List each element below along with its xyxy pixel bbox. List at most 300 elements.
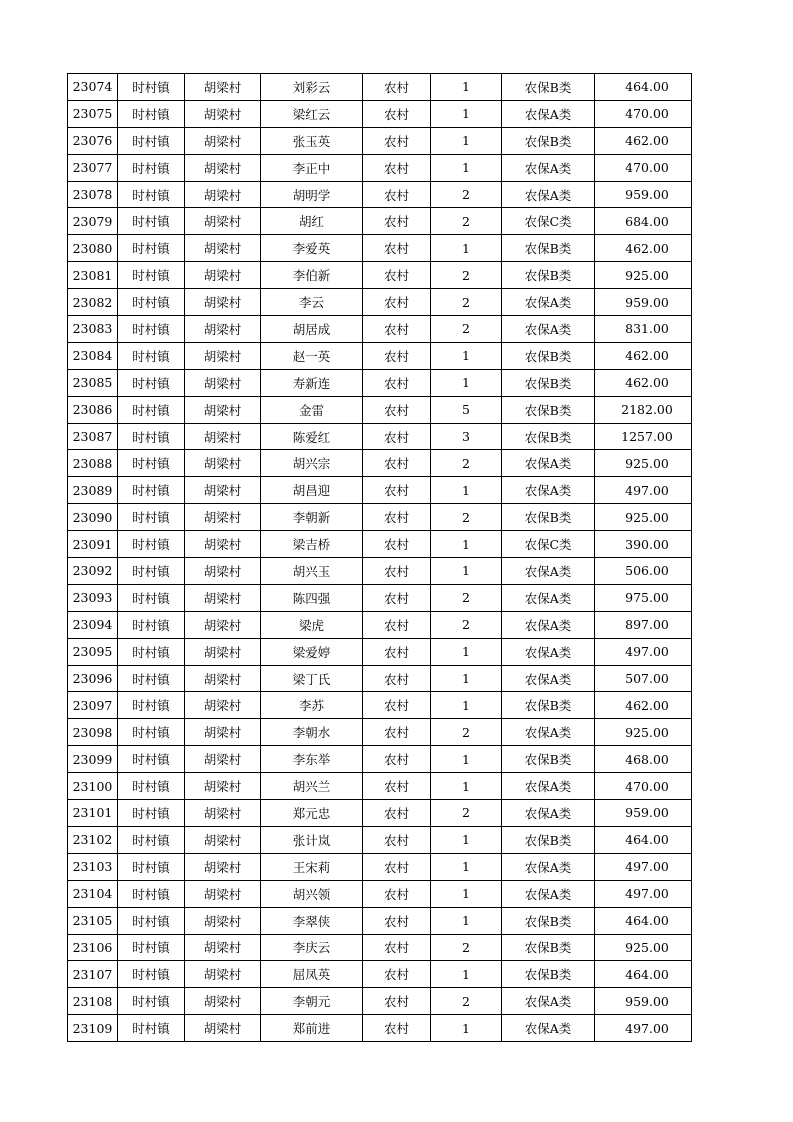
cell-person-count: 1 (431, 1015, 502, 1042)
cell-category: 农保A类 (502, 558, 595, 585)
cell-village: 胡梁村 (185, 826, 261, 853)
cell-name: 李庆云 (261, 934, 363, 961)
cell-household-type: 农村 (363, 800, 431, 827)
cell-town: 时村镇 (118, 773, 185, 800)
cell-town: 时村镇 (118, 342, 185, 369)
cell-category: 农保A类 (502, 638, 595, 665)
cell-name: 寿新连 (261, 369, 363, 396)
cell-name: 梁红云 (261, 100, 363, 127)
cell-household-type: 农村 (363, 1015, 431, 1042)
cell-amount: 1257.00 (595, 423, 692, 450)
cell-category: 农保C类 (502, 531, 595, 558)
cell-record-id: 23094 (68, 611, 118, 638)
cell-village: 胡梁村 (185, 289, 261, 316)
cell-household-type: 农村 (363, 235, 431, 262)
cell-household-type: 农村 (363, 826, 431, 853)
table-row (68, 665, 692, 692)
cell-household-type: 农村 (363, 154, 431, 181)
cell-name: 张玉英 (261, 127, 363, 154)
cell-village: 胡梁村 (185, 342, 261, 369)
cell-name: 胡兴领 (261, 880, 363, 907)
cell-amount: 464.00 (595, 961, 692, 988)
cell-amount: 462.00 (595, 235, 692, 262)
cell-name: 胡兴玉 (261, 558, 363, 585)
cell-record-id: 23077 (68, 154, 118, 181)
table-row (68, 692, 692, 719)
cell-household-type: 农村 (363, 477, 431, 504)
cell-village: 胡梁村 (185, 100, 261, 127)
cell-town: 时村镇 (118, 1015, 185, 1042)
cell-name: 李云 (261, 289, 363, 316)
cell-person-count: 1 (431, 154, 502, 181)
cell-household-type: 农村 (363, 423, 431, 450)
cell-amount: 470.00 (595, 154, 692, 181)
cell-person-count: 1 (431, 961, 502, 988)
cell-category: 农保B类 (502, 907, 595, 934)
cell-category: 农保B类 (502, 74, 595, 101)
cell-category: 农保B类 (502, 746, 595, 773)
cell-amount: 390.00 (595, 531, 692, 558)
cell-record-id: 23097 (68, 692, 118, 719)
cell-town: 时村镇 (118, 719, 185, 746)
cell-name: 李朝水 (261, 719, 363, 746)
cell-household-type: 农村 (363, 692, 431, 719)
cell-person-count: 2 (431, 450, 502, 477)
cell-name: 梁吉桥 (261, 531, 363, 558)
cell-name: 李翠侠 (261, 907, 363, 934)
cell-amount: 470.00 (595, 100, 692, 127)
cell-person-count: 1 (431, 531, 502, 558)
table-row (68, 504, 692, 531)
cell-village: 胡梁村 (185, 611, 261, 638)
cell-record-id: 23092 (68, 558, 118, 585)
cell-village: 胡梁村 (185, 558, 261, 585)
cell-amount: 925.00 (595, 504, 692, 531)
cell-name: 陈爱红 (261, 423, 363, 450)
cell-town: 时村镇 (118, 961, 185, 988)
table-row (68, 208, 692, 235)
cell-record-id: 23081 (68, 262, 118, 289)
cell-household-type: 农村 (363, 316, 431, 343)
cell-household-type: 农村 (363, 74, 431, 101)
table-row (68, 584, 692, 611)
cell-town: 时村镇 (118, 477, 185, 504)
cell-person-count: 1 (431, 74, 502, 101)
cell-village: 胡梁村 (185, 584, 261, 611)
cell-category: 农保A类 (502, 100, 595, 127)
cell-village: 胡梁村 (185, 423, 261, 450)
cell-household-type: 农村 (363, 450, 431, 477)
cell-town: 时村镇 (118, 235, 185, 262)
cell-amount: 497.00 (595, 638, 692, 665)
cell-category: 农保A类 (502, 773, 595, 800)
cell-record-id: 23102 (68, 826, 118, 853)
cell-person-count: 2 (431, 800, 502, 827)
cell-amount: 462.00 (595, 127, 692, 154)
table-row (68, 558, 692, 585)
cell-person-count: 1 (431, 853, 502, 880)
cell-category: 农保B类 (502, 692, 595, 719)
cell-village: 胡梁村 (185, 208, 261, 235)
cell-household-type: 农村 (363, 100, 431, 127)
cell-town: 时村镇 (118, 181, 185, 208)
cell-category: 农保A类 (502, 181, 595, 208)
cell-name: 金雷 (261, 396, 363, 423)
cell-town: 时村镇 (118, 154, 185, 181)
cell-record-id: 23098 (68, 719, 118, 746)
cell-person-count: 1 (431, 477, 502, 504)
cell-town: 时村镇 (118, 208, 185, 235)
cell-amount: 959.00 (595, 988, 692, 1015)
cell-category: 农保A类 (502, 289, 595, 316)
cell-category: 农保A类 (502, 316, 595, 343)
cell-person-count: 2 (431, 934, 502, 961)
table-row (68, 826, 692, 853)
cell-person-count: 2 (431, 584, 502, 611)
table-row (68, 396, 692, 423)
cell-village: 胡梁村 (185, 961, 261, 988)
cell-category: 农保A类 (502, 665, 595, 692)
cell-town: 时村镇 (118, 800, 185, 827)
cell-amount: 975.00 (595, 584, 692, 611)
cell-household-type: 农村 (363, 181, 431, 208)
cell-person-count: 1 (431, 746, 502, 773)
cell-person-count: 2 (431, 611, 502, 638)
table-row (68, 611, 692, 638)
cell-village: 胡梁村 (185, 477, 261, 504)
cell-amount: 925.00 (595, 934, 692, 961)
cell-household-type: 农村 (363, 746, 431, 773)
cell-record-id: 23093 (68, 584, 118, 611)
cell-amount: 506.00 (595, 558, 692, 585)
cell-category: 农保A类 (502, 1015, 595, 1042)
cell-amount: 925.00 (595, 262, 692, 289)
cell-record-id: 23090 (68, 504, 118, 531)
cell-village: 胡梁村 (185, 907, 261, 934)
cell-household-type: 农村 (363, 638, 431, 665)
cell-amount: 507.00 (595, 665, 692, 692)
cell-person-count: 1 (431, 665, 502, 692)
cell-category: 农保A类 (502, 584, 595, 611)
cell-household-type: 农村 (363, 584, 431, 611)
cell-amount: 464.00 (595, 826, 692, 853)
cell-category: 农保A类 (502, 154, 595, 181)
cell-name: 李苏 (261, 692, 363, 719)
cell-amount: 497.00 (595, 1015, 692, 1042)
cell-amount: 462.00 (595, 692, 692, 719)
cell-town: 时村镇 (118, 988, 185, 1015)
cell-category: 农保B类 (502, 127, 595, 154)
cell-name: 胡兴宗 (261, 450, 363, 477)
cell-amount: 831.00 (595, 316, 692, 343)
cell-town: 时村镇 (118, 584, 185, 611)
cell-amount: 2182.00 (595, 396, 692, 423)
cell-record-id: 23089 (68, 477, 118, 504)
cell-household-type: 农村 (363, 558, 431, 585)
cell-village: 胡梁村 (185, 235, 261, 262)
cell-record-id: 23104 (68, 880, 118, 907)
table-row (68, 988, 692, 1015)
cell-record-id: 23109 (68, 1015, 118, 1042)
cell-household-type: 农村 (363, 961, 431, 988)
cell-category: 农保B类 (502, 262, 595, 289)
cell-person-count: 1 (431, 100, 502, 127)
cell-village: 胡梁村 (185, 504, 261, 531)
cell-town: 时村镇 (118, 423, 185, 450)
cell-person-count: 2 (431, 181, 502, 208)
cell-record-id: 23082 (68, 289, 118, 316)
table-row (68, 853, 692, 880)
cell-record-id: 23086 (68, 396, 118, 423)
cell-name: 李朝元 (261, 988, 363, 1015)
cell-category: 农保C类 (502, 208, 595, 235)
cell-record-id: 23085 (68, 369, 118, 396)
cell-category: 农保A类 (502, 611, 595, 638)
cell-amount: 925.00 (595, 719, 692, 746)
table-row (68, 638, 692, 665)
table-row (68, 773, 692, 800)
cell-village: 胡梁村 (185, 396, 261, 423)
cell-person-count: 2 (431, 719, 502, 746)
cell-town: 时村镇 (118, 665, 185, 692)
cell-name: 李东举 (261, 746, 363, 773)
cell-person-count: 2 (431, 262, 502, 289)
cell-name: 胡兴兰 (261, 773, 363, 800)
cell-category: 农保B类 (502, 504, 595, 531)
cell-village: 胡梁村 (185, 853, 261, 880)
table-row (68, 719, 692, 746)
cell-town: 时村镇 (118, 316, 185, 343)
cell-village: 胡梁村 (185, 154, 261, 181)
cell-town: 时村镇 (118, 934, 185, 961)
cell-amount: 497.00 (595, 477, 692, 504)
cell-category: 农保A类 (502, 988, 595, 1015)
cell-name: 张计岚 (261, 826, 363, 853)
cell-record-id: 23079 (68, 208, 118, 235)
cell-name: 李正中 (261, 154, 363, 181)
cell-amount: 959.00 (595, 181, 692, 208)
cell-category: 农保A类 (502, 450, 595, 477)
cell-category: 农保A类 (502, 800, 595, 827)
table-row (68, 907, 692, 934)
cell-town: 时村镇 (118, 396, 185, 423)
cell-town: 时村镇 (118, 127, 185, 154)
cell-village: 胡梁村 (185, 127, 261, 154)
cell-person-count: 1 (431, 907, 502, 934)
cell-category: 农保B类 (502, 961, 595, 988)
cell-household-type: 农村 (363, 907, 431, 934)
cell-category: 农保B类 (502, 396, 595, 423)
cell-name: 赵一英 (261, 342, 363, 369)
cell-record-id: 23084 (68, 342, 118, 369)
cell-village: 胡梁村 (185, 262, 261, 289)
cell-amount: 897.00 (595, 611, 692, 638)
cell-name: 郑前进 (261, 1015, 363, 1042)
cell-village: 胡梁村 (185, 74, 261, 101)
cell-category: 农保A类 (502, 853, 595, 880)
cell-person-count: 1 (431, 369, 502, 396)
table-row (68, 100, 692, 127)
cell-name: 梁丁氏 (261, 665, 363, 692)
cell-name: 李朝新 (261, 504, 363, 531)
cell-town: 时村镇 (118, 638, 185, 665)
table-row (68, 746, 692, 773)
cell-village: 胡梁村 (185, 880, 261, 907)
cell-name: 胡明学 (261, 181, 363, 208)
data-table (67, 73, 692, 1042)
table-row (68, 342, 692, 369)
cell-village: 胡梁村 (185, 746, 261, 773)
cell-village: 胡梁村 (185, 800, 261, 827)
cell-person-count: 2 (431, 316, 502, 343)
cell-person-count: 1 (431, 235, 502, 262)
cell-person-count: 1 (431, 880, 502, 907)
cell-town: 时村镇 (118, 531, 185, 558)
cell-record-id: 23080 (68, 235, 118, 262)
table-body (68, 74, 692, 1042)
cell-town: 时村镇 (118, 907, 185, 934)
cell-household-type: 农村 (363, 934, 431, 961)
cell-household-type: 农村 (363, 342, 431, 369)
cell-record-id: 23096 (68, 665, 118, 692)
cell-household-type: 农村 (363, 369, 431, 396)
cell-household-type: 农村 (363, 665, 431, 692)
cell-household-type: 农村 (363, 988, 431, 1015)
cell-record-id: 23103 (68, 853, 118, 880)
cell-person-count: 1 (431, 773, 502, 800)
cell-record-id: 23108 (68, 988, 118, 1015)
cell-name: 李伯新 (261, 262, 363, 289)
cell-town: 时村镇 (118, 746, 185, 773)
cell-category: 农保B类 (502, 423, 595, 450)
cell-category: 农保A类 (502, 477, 595, 504)
cell-amount: 464.00 (595, 74, 692, 101)
cell-town: 时村镇 (118, 611, 185, 638)
cell-village: 胡梁村 (185, 638, 261, 665)
cell-category: 农保B类 (502, 342, 595, 369)
cell-record-id: 23076 (68, 127, 118, 154)
cell-village: 胡梁村 (185, 1015, 261, 1042)
cell-household-type: 农村 (363, 504, 431, 531)
cell-name: 梁虎 (261, 611, 363, 638)
cell-town: 时村镇 (118, 504, 185, 531)
table-row (68, 477, 692, 504)
cell-record-id: 23101 (68, 800, 118, 827)
table-row (68, 880, 692, 907)
table-row (68, 934, 692, 961)
cell-amount: 497.00 (595, 853, 692, 880)
cell-record-id: 23083 (68, 316, 118, 343)
cell-amount: 959.00 (595, 289, 692, 316)
cell-amount: 684.00 (595, 208, 692, 235)
cell-record-id: 23100 (68, 773, 118, 800)
cell-village: 胡梁村 (185, 316, 261, 343)
cell-household-type: 农村 (363, 611, 431, 638)
cell-village: 胡梁村 (185, 934, 261, 961)
cell-household-type: 农村 (363, 208, 431, 235)
cell-household-type: 农村 (363, 880, 431, 907)
cell-village: 胡梁村 (185, 665, 261, 692)
cell-record-id: 23078 (68, 181, 118, 208)
cell-household-type: 农村 (363, 289, 431, 316)
cell-village: 胡梁村 (185, 531, 261, 558)
cell-person-count: 1 (431, 826, 502, 853)
cell-record-id: 23095 (68, 638, 118, 665)
cell-amount: 468.00 (595, 746, 692, 773)
cell-record-id: 23074 (68, 74, 118, 101)
table-row (68, 235, 692, 262)
cell-name: 郑元忠 (261, 800, 363, 827)
cell-town: 时村镇 (118, 289, 185, 316)
cell-amount: 462.00 (595, 369, 692, 396)
cell-town: 时村镇 (118, 369, 185, 396)
cell-name: 胡昌迎 (261, 477, 363, 504)
table-row (68, 127, 692, 154)
cell-name: 刘彩云 (261, 74, 363, 101)
cell-town: 时村镇 (118, 853, 185, 880)
cell-town: 时村镇 (118, 692, 185, 719)
cell-village: 胡梁村 (185, 773, 261, 800)
cell-person-count: 2 (431, 504, 502, 531)
cell-record-id: 23087 (68, 423, 118, 450)
cell-person-count: 2 (431, 208, 502, 235)
cell-category: 农保B类 (502, 369, 595, 396)
cell-record-id: 23105 (68, 907, 118, 934)
cell-person-count: 1 (431, 558, 502, 585)
cell-amount: 462.00 (595, 342, 692, 369)
cell-village: 胡梁村 (185, 988, 261, 1015)
cell-person-count: 2 (431, 289, 502, 316)
cell-household-type: 农村 (363, 127, 431, 154)
table-row (68, 800, 692, 827)
cell-person-count: 1 (431, 692, 502, 719)
cell-amount: 959.00 (595, 800, 692, 827)
table-row (68, 369, 692, 396)
cell-name: 王宋莉 (261, 853, 363, 880)
table-row (68, 154, 692, 181)
table-row (68, 181, 692, 208)
table-row (68, 531, 692, 558)
cell-town: 时村镇 (118, 100, 185, 127)
cell-town: 时村镇 (118, 826, 185, 853)
cell-category: 农保A类 (502, 719, 595, 746)
cell-amount: 497.00 (595, 880, 692, 907)
cell-person-count: 1 (431, 638, 502, 665)
cell-record-id: 23075 (68, 100, 118, 127)
cell-category: 农保B类 (502, 235, 595, 262)
cell-town: 时村镇 (118, 74, 185, 101)
cell-village: 胡梁村 (185, 692, 261, 719)
cell-name: 陈四强 (261, 584, 363, 611)
cell-town: 时村镇 (118, 880, 185, 907)
cell-category: 农保B类 (502, 934, 595, 961)
cell-name: 梁爱婷 (261, 638, 363, 665)
cell-household-type: 农村 (363, 262, 431, 289)
cell-name: 胡居成 (261, 316, 363, 343)
table-row (68, 74, 692, 101)
cell-record-id: 23106 (68, 934, 118, 961)
cell-village: 胡梁村 (185, 369, 261, 396)
table-row (68, 1015, 692, 1042)
cell-amount: 925.00 (595, 450, 692, 477)
cell-person-count: 5 (431, 396, 502, 423)
cell-category: 农保A类 (502, 880, 595, 907)
cell-village: 胡梁村 (185, 719, 261, 746)
cell-town: 时村镇 (118, 450, 185, 477)
cell-household-type: 农村 (363, 773, 431, 800)
cell-person-count: 2 (431, 988, 502, 1015)
cell-record-id: 23107 (68, 961, 118, 988)
